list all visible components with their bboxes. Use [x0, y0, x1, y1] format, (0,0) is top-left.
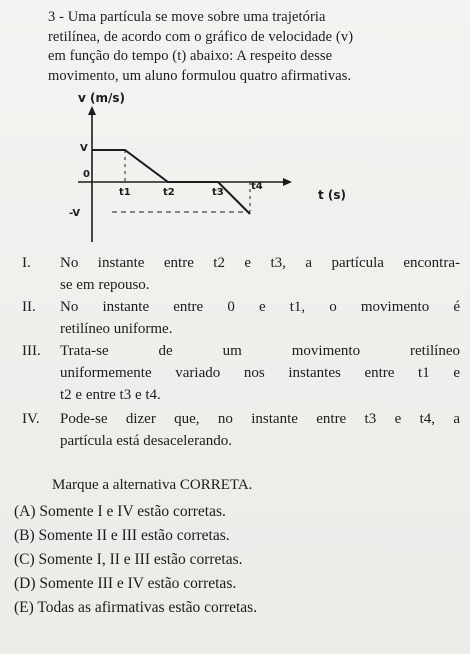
alternative-b[interactable]: (B) Somente II e III estão corretas.: [14, 527, 230, 544]
alternative-e[interactable]: (E) Todas as afirmativas estão corretas.: [14, 599, 258, 616]
affirmative-line: Pode-se dizer que, no instante entre t3 e t4, a: [60, 411, 460, 427]
alternative-c[interactable]: (C) Somente I, II e III estão corretas.: [14, 551, 243, 568]
x-axis-label: t (s): [318, 188, 347, 202]
affirmative-4: [14, 408, 460, 452]
affirmative-line: Trata-se de um movimento retilíneo: [60, 343, 460, 359]
alternative-a[interactable]: (A) Somente I e IV estão corretas.: [14, 503, 226, 520]
question-line: em função do tempo (t) abaixo: A respeito desse: [48, 48, 333, 64]
origin-label: 0: [83, 169, 90, 180]
affirmative-line: retilíneo uniforme.: [60, 321, 173, 337]
affirmative-line: partícula está desacelerando.: [60, 433, 232, 449]
answer-prompt: Marque a alternativa CORRETA.: [52, 477, 253, 493]
affirmative-number: IV.: [22, 411, 40, 427]
question-line: movimento, um aluno formulou quatro afirmativas.: [48, 67, 352, 84]
velocity-time-chart: [60, 92, 370, 250]
affirmative-1: [14, 252, 460, 296]
x-tick-label-t4: t4: [251, 181, 263, 192]
affirmative-2: [14, 296, 460, 340]
y-axis-arrow: [88, 106, 96, 115]
x-axis-arrow: [283, 178, 292, 186]
y-tick-label-neg-v: -V: [69, 208, 81, 219]
x-tick-label-t3: t3: [212, 187, 224, 198]
affirmative-number: I.: [22, 255, 31, 271]
affirmative-number: III.: [22, 343, 41, 359]
affirmative-3: [14, 340, 460, 406]
alternative-d[interactable]: (D) Somente III e IV estão corretas.: [14, 575, 237, 592]
x-tick-label-t1: t1: [119, 187, 131, 198]
question-line: 3 - Uma partícula se move sobre uma trajetória: [48, 9, 326, 25]
question-statement: [48, 8, 458, 86]
y-axis-label: v (m/s): [78, 92, 125, 105]
y-tick-label-v: V: [80, 143, 88, 154]
affirmative-line: No instante entre 0 e t1, o movimento é: [60, 299, 460, 315]
affirmative-line: uniformemente variado nos instantes entre t1 e: [60, 365, 460, 381]
question-line: retilínea, de acordo com o gráfico de velocidade (v): [48, 28, 354, 45]
affirmative-line: t2 e entre t3 e t4.: [60, 387, 161, 403]
affirmative-line: se em repouso.: [60, 277, 150, 293]
affirmative-number: II.: [22, 299, 36, 315]
affirmative-line: No instante entre t2 e t3, a partícula encontra-: [60, 255, 460, 271]
x-tick-label-t2: t2: [163, 187, 175, 198]
